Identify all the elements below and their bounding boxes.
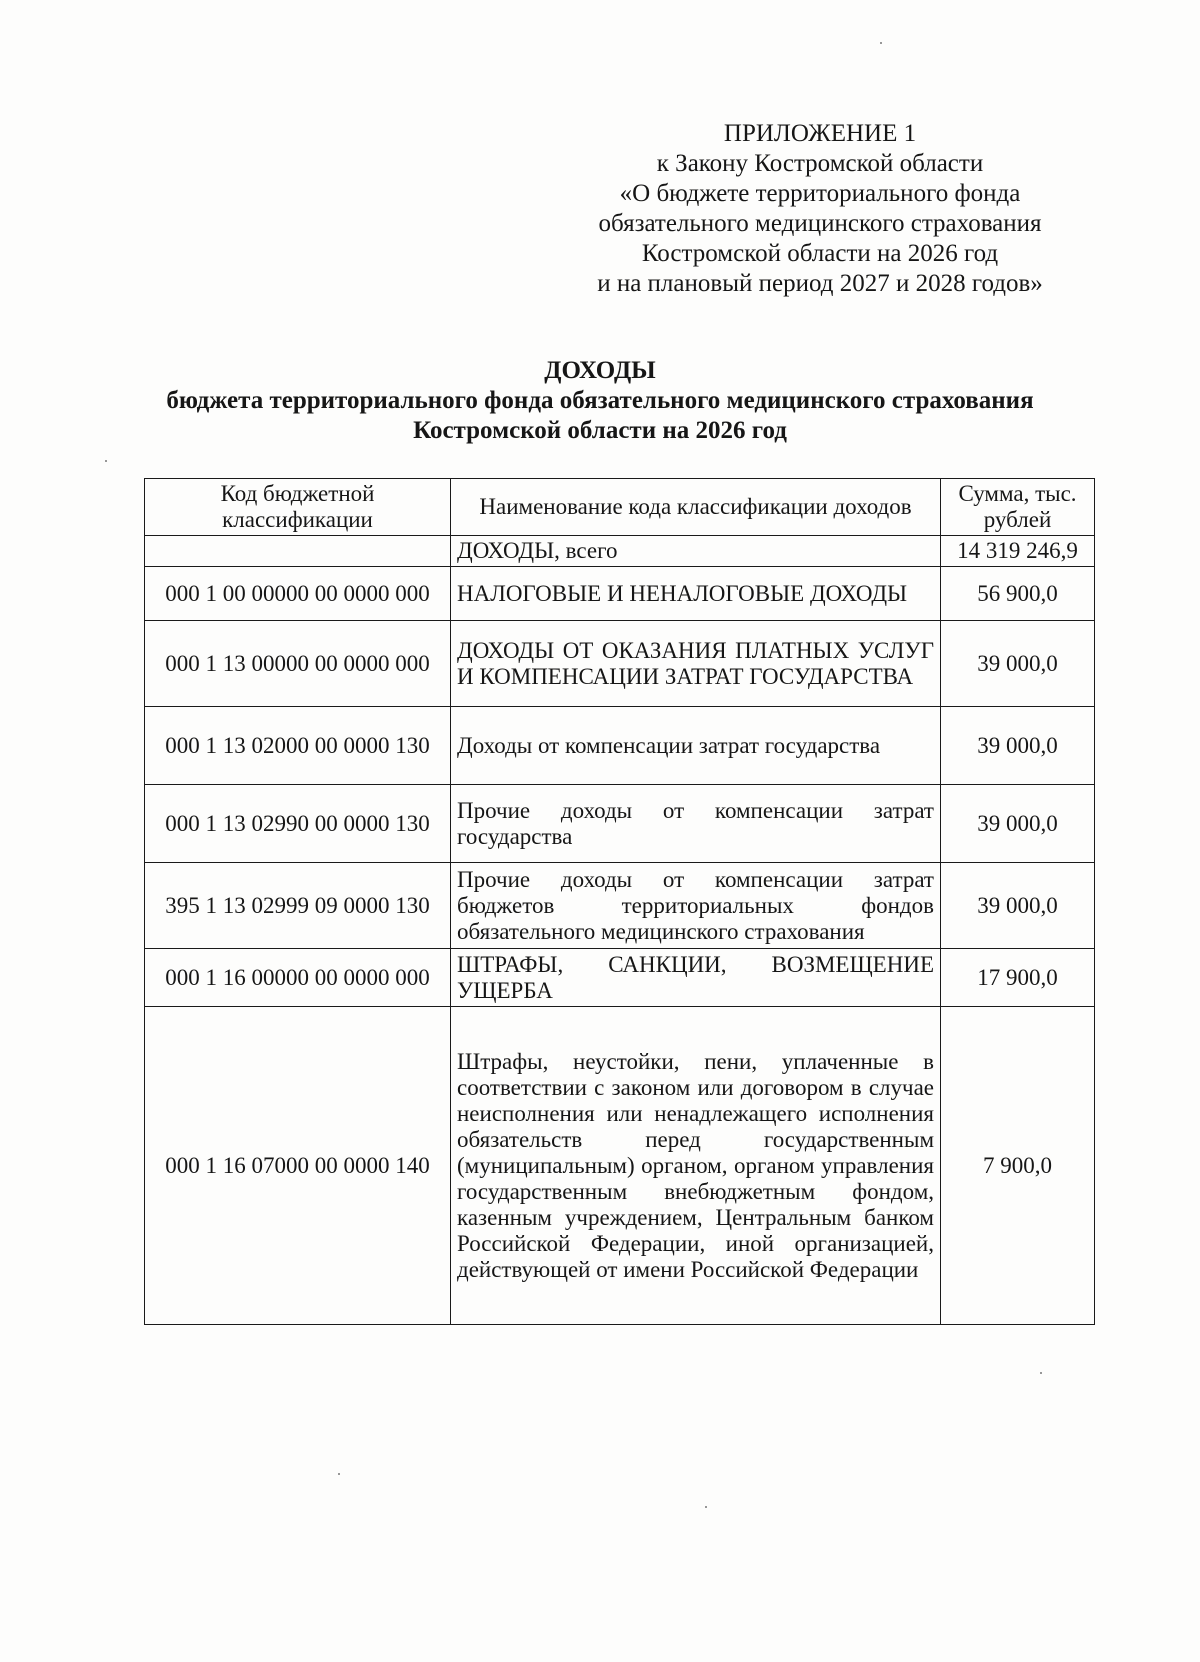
- appendix-law-title-line-1: «О бюджете территориального фонда: [619, 180, 1021, 207]
- row-code: 000 1 16 00000 00 0000 000: [145, 949, 451, 1007]
- scan-speck: [105, 460, 107, 462]
- row-code: 000 1 13 00000 00 0000 000: [145, 621, 451, 707]
- title-line-2: бюджета территориального фонда обязательного медицинского страхования: [166, 387, 1034, 414]
- row-code: [145, 536, 451, 567]
- table-row: [145, 621, 1095, 707]
- appendix-header: [560, 119, 1080, 299]
- table-row: [145, 863, 1095, 949]
- row-name: ШТРАФЫ, САНКЦИИ, ВОЗМЕЩЕНИЕ УЩЕРБА: [451, 949, 941, 1007]
- row-sum: 56 900,0: [941, 567, 1095, 621]
- table-row: [145, 536, 1095, 567]
- header-code: Код бюджетной классификации: [145, 479, 451, 536]
- row-code: 000 1 16 07000 00 0000 140: [145, 1007, 451, 1325]
- appendix-law-line: к Закону Костромской области: [656, 150, 984, 177]
- scan-speck: [1040, 1372, 1042, 1374]
- header-name: Наименование кода классификации доходов: [451, 479, 941, 536]
- appendix-law-title-line-4: и на плановый период 2027 и 2028 годов»: [597, 270, 1043, 297]
- table-row: [145, 1007, 1095, 1325]
- row-sum: 14 319 246,9: [941, 536, 1095, 567]
- row-sum: 39 000,0: [941, 621, 1095, 707]
- table-row: [145, 785, 1095, 863]
- document-title: [120, 356, 1080, 446]
- row-name: ДОХОДЫ, всего: [451, 536, 941, 567]
- row-code: 000 1 13 02990 00 0000 130: [145, 785, 451, 863]
- scan-speck: [705, 1506, 707, 1508]
- title-line-3: Костромской области на 2026 год: [413, 417, 787, 444]
- row-code: 395 1 13 02999 09 0000 130: [145, 863, 451, 949]
- title-line-1: ДОХОДЫ: [544, 357, 656, 384]
- row-sum: 39 000,0: [941, 707, 1095, 785]
- row-name: ДОХОДЫ ОТ ОКАЗАНИЯ ПЛАТНЫХ УСЛУГ И КОМПЕНСАЦИИ ЗАТРАТ ГОСУДАРСТВА: [451, 621, 941, 707]
- table-header-row: [145, 479, 1095, 536]
- header-sum: Сумма, тыс. рублей: [941, 479, 1095, 536]
- income-table: [144, 478, 1095, 1325]
- row-name: НАЛОГОВЫЕ И НЕНАЛОГОВЫЕ ДОХОДЫ: [451, 567, 941, 621]
- row-name: Доходы от компенсации затрат государства: [451, 707, 941, 785]
- row-sum: 39 000,0: [941, 863, 1095, 949]
- appendix-number: ПРИЛОЖЕНИЕ 1: [723, 120, 917, 147]
- table-row: [145, 707, 1095, 785]
- scan-speck: [880, 42, 882, 44]
- table-row: [145, 567, 1095, 621]
- row-sum: 39 000,0: [941, 785, 1095, 863]
- row-sum: 7 900,0: [941, 1007, 1095, 1325]
- row-sum: 17 900,0: [941, 949, 1095, 1007]
- row-name: Прочие доходы от компенсации затрат бюджетов территориальных фондов обязательного медицинского страхования: [451, 863, 941, 949]
- row-code: 000 1 13 02000 00 0000 130: [145, 707, 451, 785]
- appendix-law-title-line-2: обязательного медицинского страхования: [598, 210, 1042, 237]
- table-row: [145, 949, 1095, 1007]
- row-name: Прочие доходы от компенсации затрат государства: [451, 785, 941, 863]
- row-code: 000 1 00 00000 00 0000 000: [145, 567, 451, 621]
- appendix-law-title-line-3: Костромской области на 2026 год: [641, 240, 999, 267]
- row-name: Штрафы, неустойки, пени, уплаченные в соответствии с законом или договором в случае неисполнения или ненадлежащего исполнения обязательств перед государственным (муниципальным) органом, органом управления государственным внебюджетным фондом, казенным учреждением, Центральным банком Российской Федерации, иной организацией, действующей от имени Российской Федерации: [451, 1007, 941, 1325]
- scan-speck: [338, 1473, 340, 1475]
